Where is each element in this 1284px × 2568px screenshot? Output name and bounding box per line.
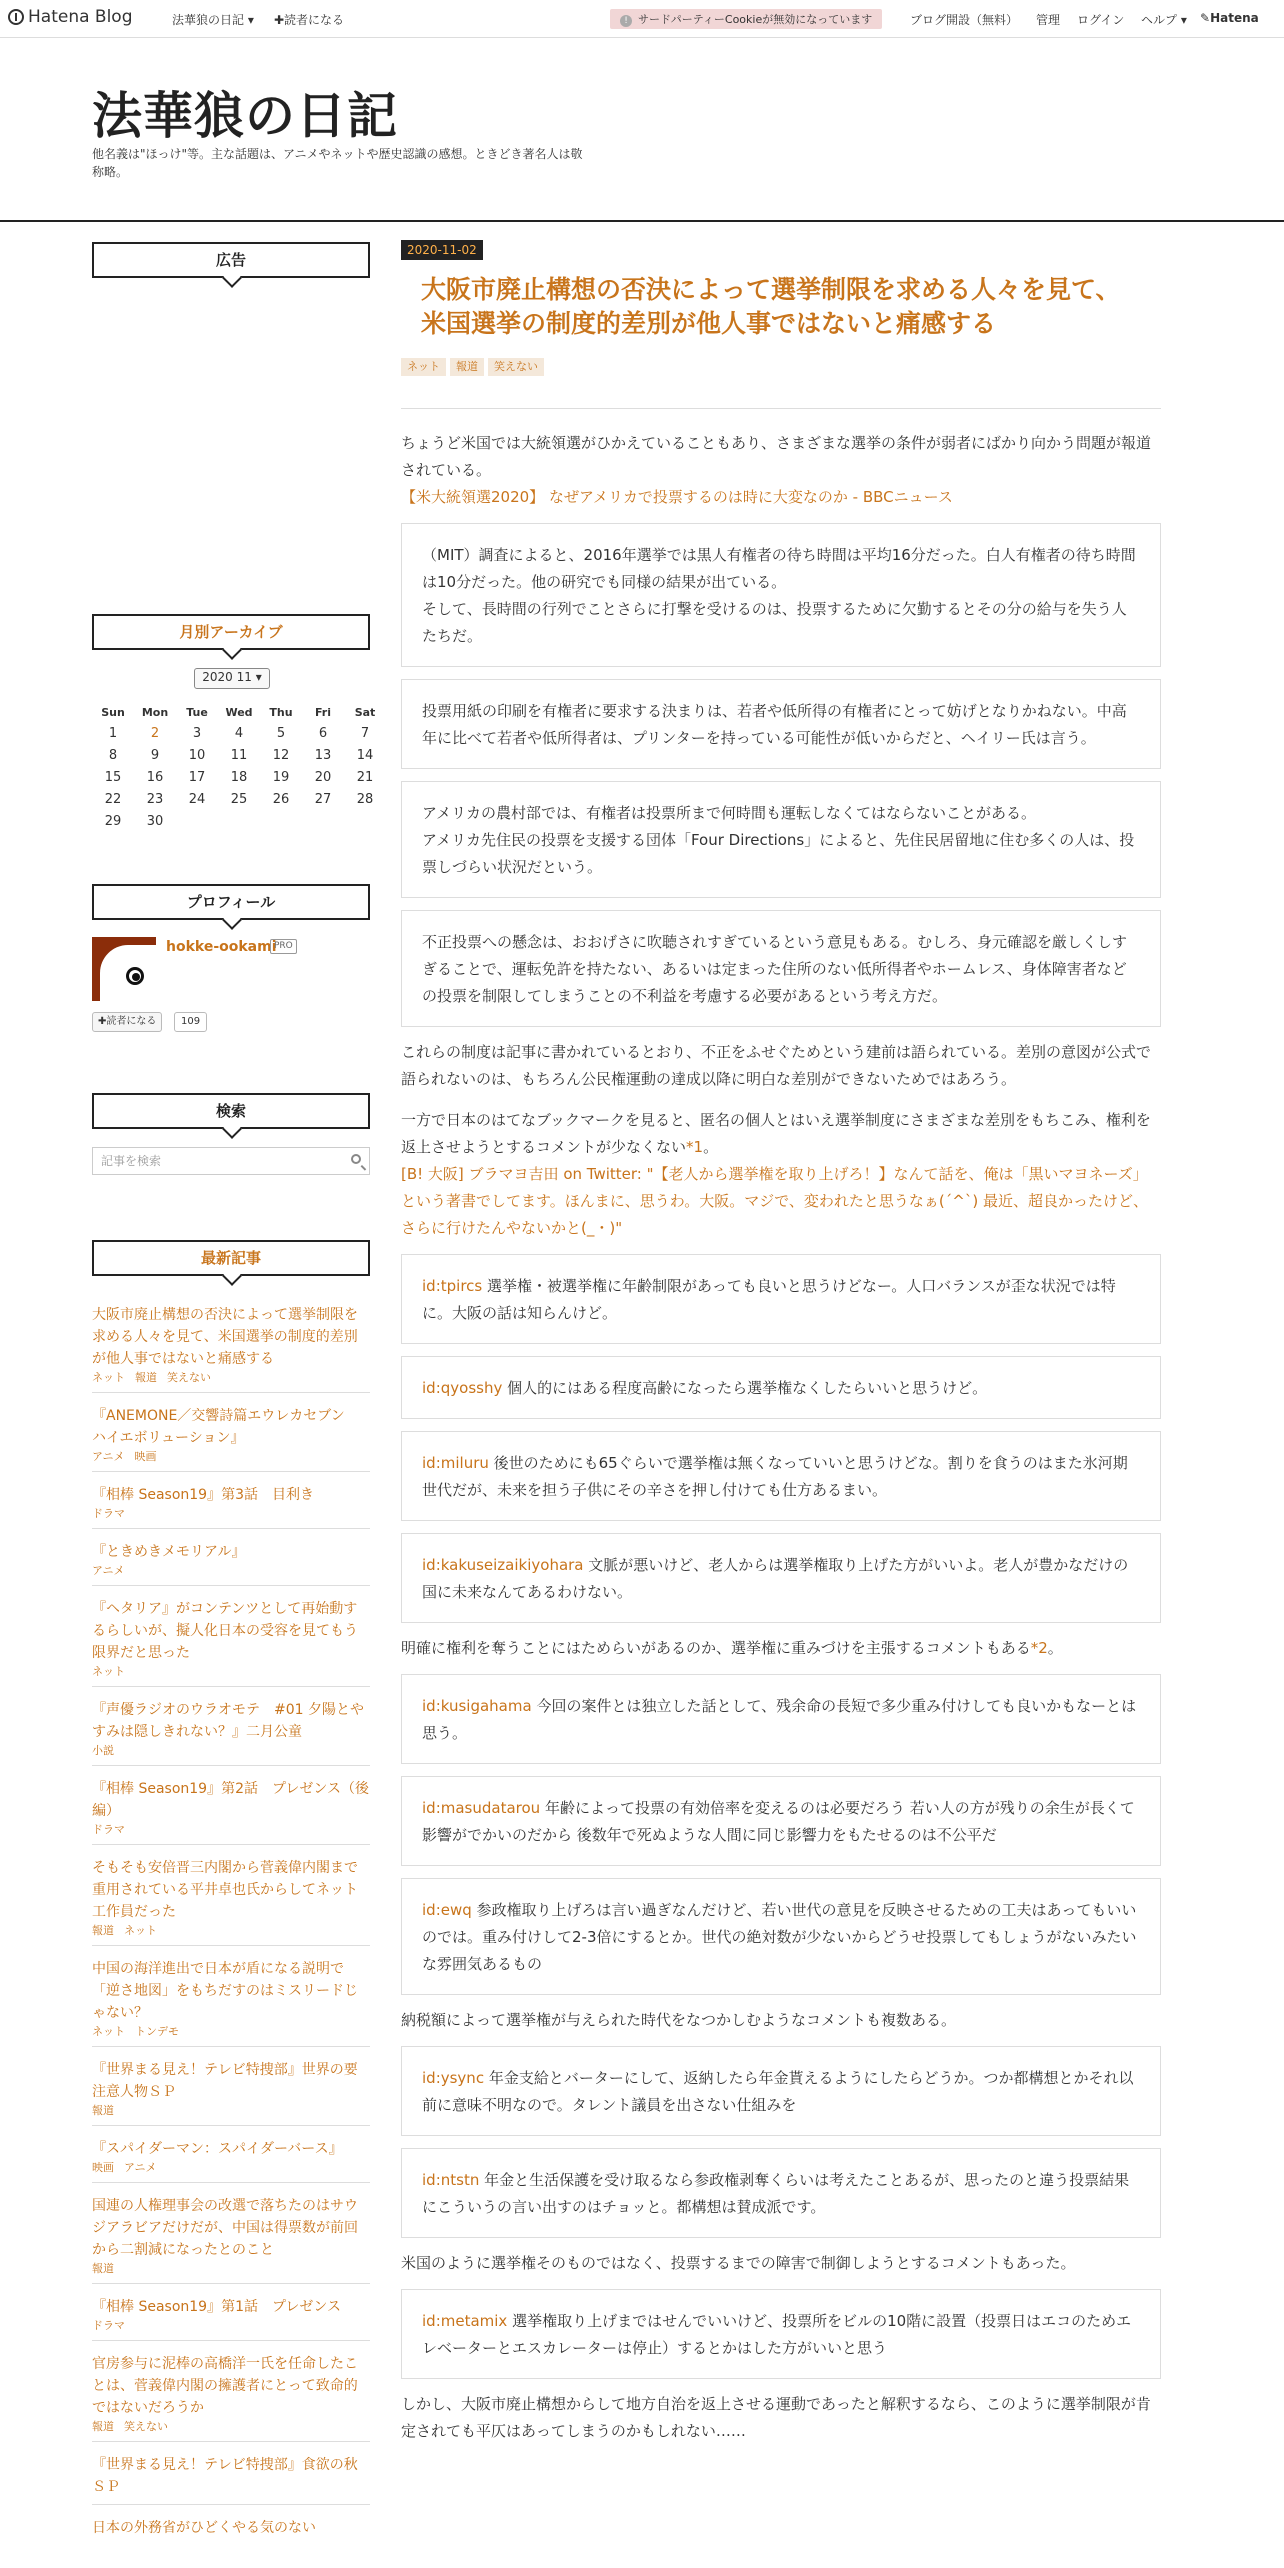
recent-post-item [92,1774,370,1845]
paragraph: これらの制度は記事に書かれているとおり、不正をふせぐためという建前は語られている。差別の意図が公式で語られないのは、もちろん公民権運動の達成以降に明白な差別ができないためではあろう。 [401,1043,1152,1088]
recent-post-item [92,1537,370,1586]
recent-post-link[interactable]: 日本の外務省がひどくやる気のない [92,2520,316,2536]
calendar-day: 9 [150,747,160,763]
pro-badge: PRO [270,939,297,954]
recent-post-link[interactable]: 官房参与に泥棒の高橋洋一氏を任命したことは、菅義偉内閣の擁護者にとって致命的ではないだろうか [92,2356,358,2416]
recent-post-link[interactable]: 中国の海洋進出で日本が盾になる説明で「逆さ地図」をもちだすのはミスリードじゃない？ [92,1961,358,2021]
open-blog-link[interactable]: ブログ開設（無料） [910,13,1019,27]
paragraph: ちょうど米国では大統領選がひかえていることもあり、さまざまな選挙の条件が弱者にばかり向かう問題が報道されている。 [401,434,1152,479]
recent-post-link[interactable]: 『ANEMONE／交響詩篇エウレカセブン ハイエボリューション』 [92,1408,359,1446]
info-icon: ! [620,15,632,27]
bookmark-comment [401,1356,1161,1419]
calendar-day: 12 [272,747,290,763]
calendar-day: 19 [272,769,290,785]
weekday-header: Sat [354,705,376,719]
paragraph-text: 一方で日本のはてなブックマークを見ると、匿名の個人とはいえ選挙制度にさまざまな差別をもちこみ、権利を返上させようとするコメントが少なくない [401,1111,1151,1156]
recent-post-item [92,1480,370,1529]
calendar-day: 26 [272,791,290,807]
recent-post-link[interactable]: 大阪市廃止構想の否決によって選挙制限を求める人々を見て、米国選挙の制度的差別が他人事ではないと痛感する [92,1307,358,1367]
bookmark-comment [401,2046,1161,2136]
archive-calendar [92,702,386,832]
profile-name[interactable]: hokke-ookami [166,939,277,955]
category-link[interactable]: ネット [92,2025,125,2038]
follower-count[interactable]: 109 [174,1012,207,1032]
hatena-link[interactable] [1200,11,1259,25]
comment-text: 年齢によって投票の有効倍率を変えるのは必要だろう 若い人の方が残りの余生が長くて影響がでかいのだから 後数年で死ぬような人間に同じ影響力をもたせるのは不公平だ [422,1799,1135,1844]
comment-text: 文脈が悪いけど、老人からは選挙権取り上げた方がいいよ。老人が豊かなだけの国に未来なんてあるわけない。 [422,1556,1129,1601]
search-heading: 検索 [92,1093,370,1129]
recent-post-item [92,2191,370,2284]
recent-posts-heading: 最新記事 [92,1240,370,1276]
calendar-day [176,810,218,832]
bookmark-comment [401,2148,1161,2238]
paragraph-end: 。 [703,1138,719,1156]
footnote-link[interactable]: *2 [1030,1639,1048,1657]
user-id-link[interactable]: id:metamix [422,2312,508,2330]
blockquote: 投票用紙の印刷を有権者に要求する決まりは、若者や低所得の有権者にとって妨げとなりかねない。中高年に比べて若者や低所得者は、プリンターを持っている可能性が低いからだと、ヘイリー氏は言う。 [401,679,1161,769]
hatena-bookmark-link[interactable]: [B! 大阪] ブラマヨ吉田 on Twitter: "【老人から選挙権を取り上げろ！】なんて話を、俺は「黒いマヨネーズ」という著書でしてます。ほんまに、思うわ。大阪。マジで、変われたと思うなぁ(´^`) 最近、超良かったけど、さらに行けたんやないかと(_・)" [401,1165,1148,1237]
category-link[interactable]: 小説 [92,1744,114,1757]
category-link[interactable]: ドラマ [92,1507,125,1520]
comment-text: 参政権取り上げろは言い過ぎなんだけど、若い世代の意見を反映させるための工夫はあってもいいのでは。重み付けして2-3倍にするとか。世代の絶対数が少ないからどうせ投票してもしょうがないみたいな雰囲気あるもの [422,1901,1137,1973]
recent-post-link[interactable]: そもそも安倍晋三内閣から菅義偉内閣まで重用されている平井卓也氏からしてネット工作員だった [92,1860,358,1920]
article-body [401,430,1161,2445]
category-link[interactable]: 報道 [92,2262,114,2275]
category-link[interactable]: ネット [92,1371,125,1384]
calendar-day [218,810,260,832]
calendar-day: 22 [104,791,122,807]
bookmark-comment [401,1674,1161,1764]
category-link[interactable]: 報道 [92,2104,114,2117]
calendar-day: 24 [188,791,206,807]
calendar-day: 27 [314,791,332,807]
bookmark-comment [401,1533,1161,1623]
blog-title[interactable]: 法華狼の日記 [92,87,398,145]
category-link[interactable]: アニメ [124,2161,157,2174]
post-date[interactable]: 2020-11-02 [401,240,483,260]
weekday-header: Thu [269,705,293,719]
recent-post-item [92,1954,370,2047]
paragraph-end: 。 [1047,1639,1063,1657]
category-link[interactable]: ドラマ [92,2319,125,2332]
calendar-day: 13 [314,747,332,763]
comment-text: 年金支給とバーターにして、返納したら年金貰えるようにしたらどうか。つか都構想とかそれ以前に意味不明なので。タレント議員を出さない仕組みを [422,2069,1134,2114]
profile-avatar[interactable] [92,937,156,1001]
footnote-link[interactable]: *1 [686,1138,704,1156]
recent-post-item [92,1695,370,1766]
category-tag[interactable]: 報道 [450,358,484,376]
calendar-day: 5 [276,725,286,741]
bookmark-comment [401,1776,1161,1866]
comment-text: 年金と生活保護を受け取るなら参政権剥奪くらいは考えたことあるが、思ったのと違う投票結果にこういうの言い出すのはチョッと。都構想は賛成派です。 [422,2171,1130,2216]
weekday-header: Tue [186,705,208,719]
user-id-link[interactable]: id:masudatarou [422,1799,541,1817]
divider [401,408,1161,409]
calendar-day: 8 [108,747,118,763]
category-tag[interactable]: ネット [401,358,446,376]
cookie-notice[interactable] [610,9,882,29]
comment-text: 個人的にはある程度高齢になったら選挙権なくしたらいいと思うけど。 [502,1379,988,1397]
weekday-header: Mon [141,705,169,719]
category-link[interactable]: トンデモ [135,2025,179,2038]
search-input[interactable] [92,1147,370,1175]
hatena-logo-icon: ✎ [1200,11,1211,25]
blog-menu-dropdown[interactable]: 法華狼の日記 ▾ [172,13,254,27]
recent-post-item [92,2513,370,2545]
manage-link[interactable]: 管理 [1036,13,1061,27]
comment-text: 後世のためにも65ぐらいで選挙権は無くなっていいと思うけどな。割りを食うのはまた氷河期世代だが、未来を担う子供にその辛さを押し付けても仕方あるまい。 [422,1454,1128,1499]
recent-post-link[interactable]: 『相棒 Season19』第3話 目利き [92,1487,314,1503]
calendar-day: 25 [230,791,248,807]
calendar-day: 15 [104,769,122,785]
category-link[interactable]: 映画 [134,1450,157,1463]
bookmark-comment [401,2289,1161,2379]
post-title[interactable]: 大阪市廃止構想の否決によって選挙制限を求める人々を見て、米国選挙の制度的差別が他人事ではないと痛感する [421,275,1121,338]
calendar-day-link[interactable]: 2 [150,725,160,741]
bookmark-comment [401,1431,1161,1521]
calendar-day: 1 [108,725,118,741]
user-id-link[interactable]: id:kusigahama [422,1697,532,1715]
comment-text: 選挙権取り上げまではせんでいいけど、投票所をビルの10階に設置（投票日はエコのためエレベーターとエスカレーターは停止）するとかはした方がいいと思う [422,2312,1132,2357]
cookie-notice-text: サードパーティーCookieが無効になっています [638,13,873,26]
blockquote: 不正投票への懸念は、おおげさに吹聴されすぎているという意見もある。むしろ、身元確認を厳しくしすぎることで、運転免許を持たない、あるいは定まった住所のない低所得者やホームレス、身体障害者などの投票を制限してしまうことの不利益を考慮する必要があるという考え方だ。 [401,910,1161,1027]
blockquote: （MIT）調査によると、2016年選挙では黒人有権者の待ち時間は平均16分だった。白人有権者の待ち時間は10分だった。他の研究でも同様の結果が出ている。 そして、長時間の行列でことさらに打撃を受けるのは、投票するために欠勤するとその分の給与を失う人たちだ。 [401,523,1161,667]
user-id-link[interactable]: id:kakuseizaikiyohara [422,1556,584,1574]
category-tag[interactable]: 笑えない [488,358,544,376]
recent-post-item [92,2055,370,2126]
calendar-day: 17 [188,769,206,785]
recent-post-item [92,2349,370,2442]
recent-post-item [92,1853,370,1946]
user-id-link[interactable]: id:ntstn [422,2171,480,2189]
user-id-link[interactable]: id:tpircs [422,1277,483,1295]
post-categories [401,358,548,376]
profile-heading: プロフィール [92,884,370,920]
hatena-blog-logo-text: Hatena Blog [28,7,133,27]
recent-post-item [92,1401,370,1472]
user-id-link[interactable]: id:miluru [422,1454,489,1472]
paragraph [401,1107,1161,1161]
calendar-day: 16 [146,769,164,785]
follow-button[interactable]: ✚読者になる [92,1012,162,1032]
paragraph: 米国のように選挙権そのものではなく、投票するまでの障害で制御しようとするコメントもあった。 [401,2254,1076,2272]
archive-month-select[interactable]: 2020 11 ▾ [194,668,270,689]
login-link[interactable]: ログイン [1077,13,1125,27]
help-dropdown[interactable]: ヘルプ ▾ [1141,13,1187,27]
calendar-day: 6 [318,725,328,741]
category-link[interactable]: 笑えない [124,2420,168,2433]
user-id-link[interactable]: id:ewq [422,1901,472,1919]
category-link[interactable]: アニメ [92,1564,125,1577]
paragraph: しかし、大阪市廃止構想からして地方自治を返上させる運動であったと解釈するなら、このように選挙制限が肯定されても平仄はあってしまうのかもしれない…… [401,2395,1151,2440]
blog-header [0,38,1284,222]
recent-post-link[interactable]: 『世界まる見え！テレビ特捜部』世界の要注意人物ＳＰ [92,2062,358,2100]
calendar-day: 30 [146,813,164,829]
calendar-day: 23 [146,791,164,807]
recent-post-item [92,2134,370,2183]
calendar-day: 10 [188,747,206,763]
calendar-day: 28 [356,791,374,807]
calendar-day: 21 [356,769,374,785]
calendar-day: 3 [192,725,202,741]
category-link[interactable]: 報道 [135,1371,157,1384]
recent-post-link[interactable]: 『ヘタリア』がコンテンツとして再始動するらしいが、擬人化日本の受容を見てもう限界だと思った [92,1601,358,1661]
recent-post-item [92,2292,370,2341]
bookmark-comment [401,1254,1161,1344]
paragraph [401,1635,1161,1662]
search-placeholder: 記事を検索 [101,1154,162,1168]
calendar-day [302,810,344,832]
category-link[interactable]: 笑えない [167,1371,211,1384]
category-link[interactable]: アニメ [92,1450,125,1463]
paragraph-text: 明確に権利を奪うことにはためらいがあるのか、選挙権に重みづけを主張するコメントもある [401,1639,1031,1657]
subscribe-link[interactable]: ✚読者になる [274,13,345,27]
blockquote: アメリカの農村部では、有権者は投票所まで何時間も運転しなくてはならないことがある。 アメリカ先住民の投票を支援する団体「Four Directions」によると、先住民居留地に住む多くの人は、投票しづらい状況だという。 [401,781,1161,898]
hatena-logo-icon [8,9,24,25]
ad-heading: 広告 [92,242,370,278]
search-icon[interactable] [351,1154,361,1164]
paragraph: 納税額によって選挙権が与えられた時代をなつかしむようなコメントも複数ある。 [401,2011,957,2029]
recent-post-item [92,1594,370,1687]
calendar-day: 18 [230,769,248,785]
calendar-day [344,810,386,832]
comment-text: 選挙権・被選挙権に年齢制限があっても良いと思うけどなー。人口バランスが歪な状況では特に。大阪の話は知らんけど。 [422,1277,1116,1322]
calendar-day: 11 [230,747,248,763]
category-link[interactable]: 報道 [92,1924,114,1937]
category-link[interactable]: ネット [124,1924,157,1937]
hatena-link-text: Hatena [1210,11,1259,25]
recent-post-item [92,2450,370,2505]
recent-post-item [92,1300,370,1393]
recent-post-link[interactable]: 『ときめきメモリアル』 [92,1544,246,1560]
category-link[interactable]: ネット [92,1665,125,1678]
bookmark-comment [401,1878,1161,1995]
weekday-header: Wed [225,705,253,719]
recent-post-link[interactable]: 『世界まる見え！テレビ特捜部』食欲の秋ＳＰ [92,2457,358,2495]
recent-post-link[interactable]: 『スパイダーマン：スパイダーバース』 [92,2141,343,2157]
recent-post-link[interactable]: 『相棒 Season19』第1話 プレゼンス [92,2299,342,2315]
calendar-day: 7 [360,725,370,741]
bbc-article-link[interactable]: 【米大統領選2020】 なぜアメリカで投票するのは時に大変なのか - BBCニュース [401,488,953,506]
hatena-blog-logo[interactable] [8,7,133,27]
user-id-link[interactable]: id:ysync [422,2069,485,2087]
calendar-day: 29 [104,813,122,829]
calendar-day [260,810,302,832]
calendar-day: 14 [356,747,374,763]
calendar-day: 20 [314,769,332,785]
weekday-header: Sun [101,705,125,719]
category-link[interactable]: 映画 [92,2161,114,2174]
avatar-eye [126,967,144,985]
calendar-day: 4 [234,725,244,741]
comment-text: 今回の案件とは独立した話として、残余命の長短で多少重み付けしても良いかもなーとは思う。 [422,1697,1137,1742]
user-id-link[interactable]: id:qyosshy [422,1379,503,1397]
weekday-header: Fri [314,705,331,719]
recent-posts-list [92,1300,370,2553]
recent-post-link[interactable]: 『相棒 Season19』第2話 プレゼンス（後編） [92,1781,370,1819]
archive-heading[interactable]: 月別アーカイブ [92,614,370,650]
global-header [0,0,1284,38]
recent-post-link[interactable]: 国連の人権理事会の改選で落ちたのはサウジアラビアだけだが、中国は得票数が前回から二割減になったとのこと [92,2198,358,2258]
blog-description: 他名義は"ほっけ"等。主な話題は、アニメやネットや歴史認識の感想。ときどき著名人は敬称略。 [92,147,583,179]
category-link[interactable]: ドラマ [92,1823,125,1836]
category-link[interactable]: 報道 [92,2420,114,2433]
recent-post-link[interactable]: 『声優ラジオのウラオモテ #01 夕陽とやすみは隠しきれない？』二月公童 [92,1702,364,1740]
